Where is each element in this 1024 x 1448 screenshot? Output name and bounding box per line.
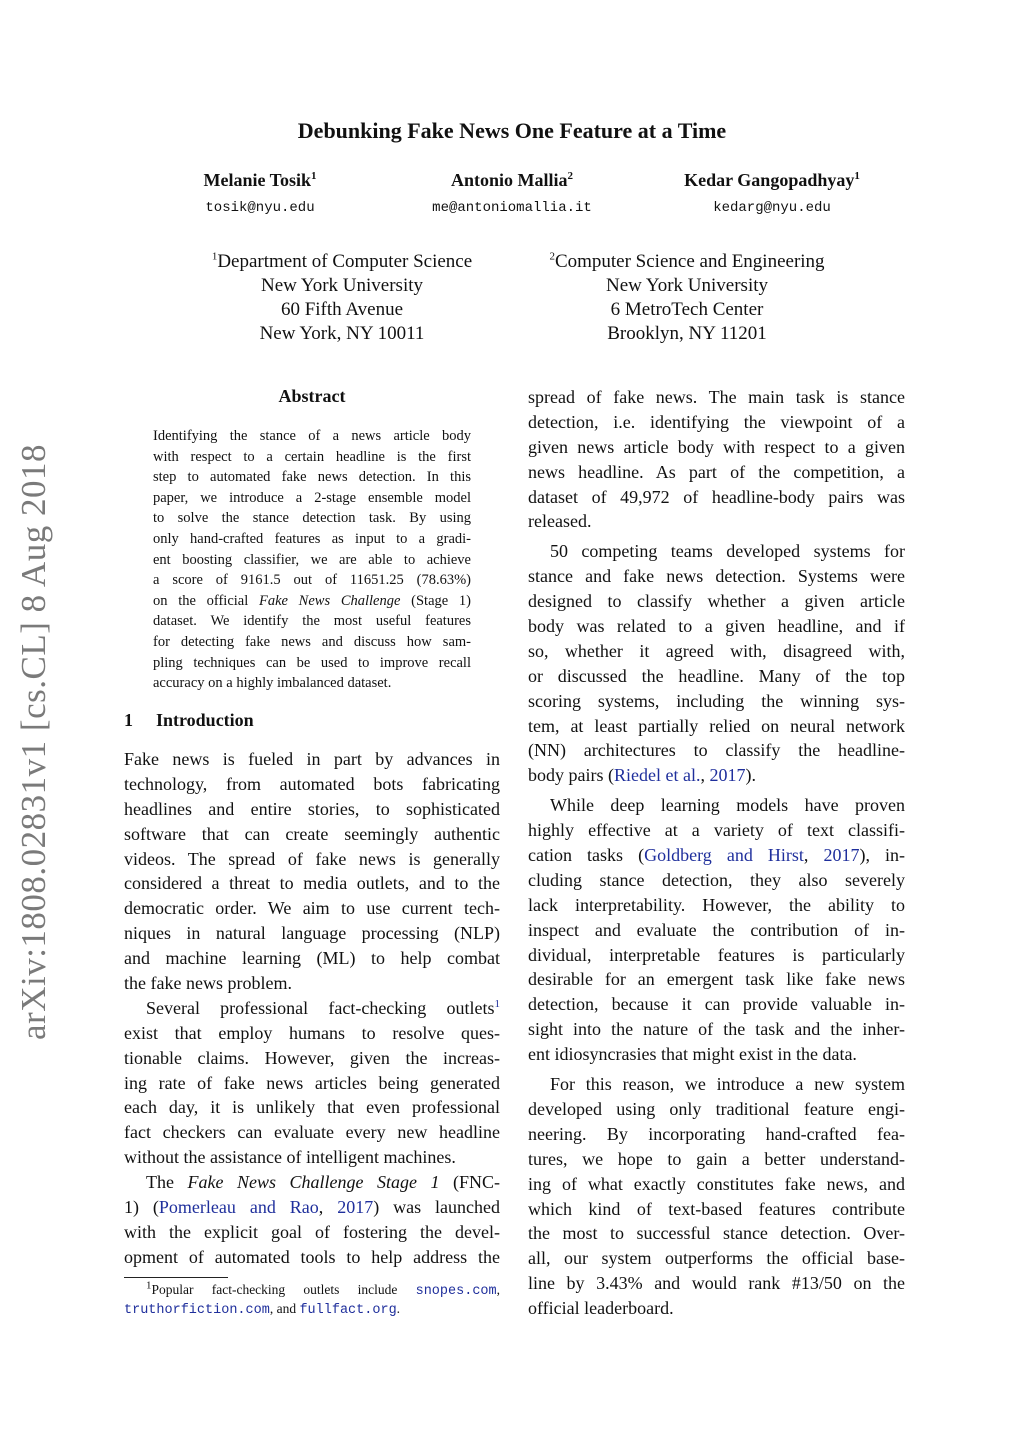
abstract-line: with respect to a certain headline is the first: [153, 448, 471, 465]
text-span: ) was launched: [373, 1197, 500, 1218]
abstract-line: Identifying the stance of a news article body: [153, 428, 471, 444]
text-line: stance and fake news detection. Systems were: [528, 566, 905, 587]
text-line: with the explicit goal of fostering the devel-: [124, 1221, 500, 1242]
text-line: the most to successful stance detection. Over-: [528, 1223, 905, 1244]
text-line: For this reason, we introduce a new system: [550, 1074, 905, 1095]
author-2-email[interactable]: me@antoniomallia.it: [432, 200, 592, 216]
footnote-text: .: [396, 1301, 401, 1316]
text-span: (FNC-: [439, 1172, 500, 1193]
abstract-heading: Abstract: [278, 386, 346, 406]
author-sup: 1: [311, 170, 317, 182]
text-line: 50 competing teams developed systems for: [550, 541, 905, 562]
text-span: ,: [700, 765, 710, 786]
text-span: ,: [318, 1197, 338, 1218]
affil-line: New York University: [605, 275, 769, 296]
affil-line: 60 Fifth Avenue: [280, 299, 404, 320]
footnote-rule: [124, 1277, 228, 1278]
abstract-line: ent boosting classifier, we are able to achieve: [153, 551, 471, 568]
text-line: spread of fake news. The main task is stance: [528, 387, 905, 407]
fnc-title: Fake News Challenge Stage 1: [187, 1172, 440, 1193]
author-2: [412, 170, 612, 191]
footnote-text: , and: [269, 1301, 300, 1316]
section-number: 1: [124, 710, 133, 730]
text-line: [124, 996, 500, 1021]
text-line: considered a threat to media outlets, and to the: [124, 873, 500, 894]
text-line: exist that employ humans to resolve ques-: [124, 1022, 500, 1043]
abstract-line: accuracy on a highly imbalanced dataset.: [153, 675, 392, 692]
text-span: Several professional fact-checking outlets: [146, 997, 495, 1018]
text-line: desirable for an emergent task like fake news: [528, 969, 905, 990]
citation-year-link[interactable]: 2017: [823, 845, 860, 866]
text-line: niques in natural language processing (NLP): [124, 923, 500, 944]
text-span: The: [146, 1172, 188, 1193]
text-line: the fake news problem.: [124, 973, 292, 994]
text-span: 1) (: [124, 1197, 159, 1218]
citation-year-link[interactable]: 2017: [709, 765, 746, 786]
text-line: which kind of text-based features contribute: [528, 1198, 905, 1219]
fullfact-link[interactable]: fullfact.org: [299, 1303, 397, 1318]
text-line: ing of what exactly constitutes fake news, and: [528, 1173, 905, 1194]
text-line: lack interpretability. However, the ability to: [528, 894, 905, 915]
paper-title: Debunking Fake News One Feature at a Time: [297, 118, 727, 143]
text-line: [528, 763, 905, 788]
text-line: highly effective at a variety of text classifi-: [528, 820, 905, 841]
abstract-text: on the official: [153, 592, 259, 609]
footnote-line: [124, 1299, 500, 1318]
text-line: developed using only traditional feature engi-: [528, 1098, 905, 1119]
abstract-line: for detecting fake news and discuss how sam-: [153, 633, 471, 650]
author-sup: 2: [567, 170, 573, 182]
author-1-email[interactable]: tosik@nyu.edu: [205, 200, 315, 216]
abstract-line: to solve the stance detection task. By using: [153, 510, 471, 527]
text-line: scoring systems, including the winning sys-: [528, 690, 905, 711]
text-line: line by 3.43% and would rank #13/50 on the: [528, 1273, 905, 1294]
affil-line: Computer Science and Engineering: [554, 251, 825, 272]
text-line: neering. By incorporating hand-crafted fea-: [528, 1123, 905, 1144]
text-span: ).: [745, 765, 756, 786]
text-line: [528, 843, 905, 868]
text-line: software that can create seemingly authentic: [124, 823, 500, 844]
footnote-line: [124, 1280, 500, 1299]
text-line: tures, we hope to gain a better understand-: [528, 1148, 905, 1169]
text-line: detection, i.e. identifying the viewpoint of a: [528, 411, 905, 432]
text-span: ), in-: [859, 845, 906, 866]
truthorfiction-link[interactable]: truthorfiction.com: [124, 1303, 270, 1318]
text-line: tionable claims. However, given the increas-: [124, 1047, 500, 1068]
affil-line: Brooklyn, NY 11201: [607, 323, 767, 344]
text-line: sight into the nature of the task and the inher-: [528, 1019, 905, 1040]
author-1: [160, 170, 360, 191]
author-name: Antonio Mallia: [450, 170, 568, 190]
text-line: Fake news is fueled in part by advances in: [124, 749, 500, 769]
text-line: inspect and evaluate the contribution of in-: [528, 919, 905, 940]
text-span: cation tasks (: [528, 845, 645, 866]
text-line: [124, 1170, 500, 1195]
text-line: democratic order. We aim to use current tech-: [124, 898, 500, 919]
footnote-text: Popular fact-checking outlets include: [151, 1282, 416, 1297]
citation-year-link[interactable]: 2017: [337, 1197, 374, 1218]
text-line: opment of automated tools to help address the: [124, 1246, 500, 1267]
abstract-line: paper, we introduce a 2-stage ensemble model: [153, 489, 471, 506]
text-line: ent idiosyncrasies that might exist in the data.: [528, 1044, 857, 1065]
affiliation-1: [192, 250, 492, 346]
abstract-line: [153, 591, 471, 612]
text-line: given news article body with respect to a given: [528, 436, 905, 457]
arxiv-stamp: arXiv:1808.02831v1 [cs.CL] 8 Aug 2018: [14, 444, 53, 1040]
abstract-line: pling techniques can be used to improve recall: [153, 654, 471, 671]
text-line: fact checkers can evaluate every new headline: [124, 1122, 500, 1143]
author-3: [652, 170, 892, 191]
text-span: ,: [803, 845, 824, 866]
section-heading-introduction: [124, 710, 254, 731]
footnote-text: ,: [496, 1282, 500, 1297]
text-line: ing rate of fake news articles being generated: [124, 1072, 500, 1093]
affil-line: 6 MetroTech Center: [610, 299, 764, 320]
author-name: Melanie Tosik: [203, 170, 312, 190]
text-line: detection, because it can provide valuable in-: [528, 994, 905, 1015]
fnc-title: Fake News Challenge: [258, 592, 401, 609]
text-line: each day, it is unlikely that even professional: [124, 1097, 500, 1118]
author-name: Kedar Gangopadhyay: [684, 170, 855, 190]
text-line: While deep learning models have proven: [550, 795, 905, 816]
text-line: so, whether it agreed with, disagreed with,: [528, 640, 905, 661]
left-column-text: [124, 747, 500, 1270]
affil-line: Department of Computer Science: [217, 251, 473, 272]
text-line: all, our system outperforms the official base-: [528, 1248, 905, 1269]
text-line: news headline. As part of the competition, a: [528, 461, 905, 482]
text-line: dataset of 49,972 of headline-body pairs was: [528, 486, 905, 507]
abstract-text: (Stage 1): [400, 592, 471, 609]
abstract-line: only hand-crafted features as input to a gradi-: [153, 530, 471, 547]
footnote: [124, 1280, 500, 1318]
abstract-body: [153, 426, 471, 694]
text-line: [124, 1195, 500, 1220]
citation-link[interactable]: Riedel et al.: [613, 765, 701, 786]
text-line: designed to classify whether a given article: [528, 591, 905, 612]
right-column-text: [528, 385, 905, 1321]
abstract-line: dataset. We identify the most useful features: [153, 613, 471, 630]
affil-sup: 1: [211, 250, 218, 263]
abstract-line: a score of 9161.5 out of 11651.25 (78.63%): [153, 572, 471, 589]
text-line: official leaderboard.: [528, 1298, 674, 1319]
affil-line: New York University: [260, 275, 424, 296]
text-line: and machine learning (ML) to help combat: [124, 948, 500, 969]
section-title: Introduction: [156, 710, 254, 730]
text-line: released.: [528, 511, 592, 532]
text-line: videos. The spread of fake news is generally: [124, 848, 500, 869]
citation-link[interactable]: Pomerleau and Rao: [158, 1197, 319, 1218]
affil-line: New York, NY 10011: [259, 323, 425, 344]
snopes-link[interactable]: snopes.com: [415, 1284, 497, 1299]
text-line: tem, at least partially relied on neural network: [528, 715, 905, 736]
affil-sup: 2: [549, 250, 555, 263]
text-line: headlines and entire stories, to sophisticated: [124, 798, 500, 819]
abstract-line: step to automated fake news detection. In this: [153, 469, 471, 486]
text-line: without the assistance of intelligent machines.: [124, 1147, 456, 1168]
footnote-ref[interactable]: 1: [494, 997, 500, 1010]
author-sup: 1: [854, 170, 860, 182]
text-line: (NN) architectures to classify the headline-: [528, 740, 905, 761]
text-span: body pairs (: [528, 765, 614, 786]
citation-link[interactable]: Goldberg and Hirst: [644, 845, 804, 866]
text-line: technology, from automated bots fabricating: [124, 773, 500, 794]
text-line: cluding stance detection, they also severely: [528, 869, 905, 890]
affiliation-2: [532, 250, 842, 346]
footnote-mark: 1: [146, 1279, 152, 1292]
author-3-email[interactable]: kedarg@nyu.edu: [713, 200, 831, 216]
text-line: or discussed the headline. Many of the top: [528, 665, 905, 686]
text-line: body was related to a given headline, and if: [528, 616, 905, 637]
text-line: dividual, interpretable features is particularly: [528, 944, 905, 965]
